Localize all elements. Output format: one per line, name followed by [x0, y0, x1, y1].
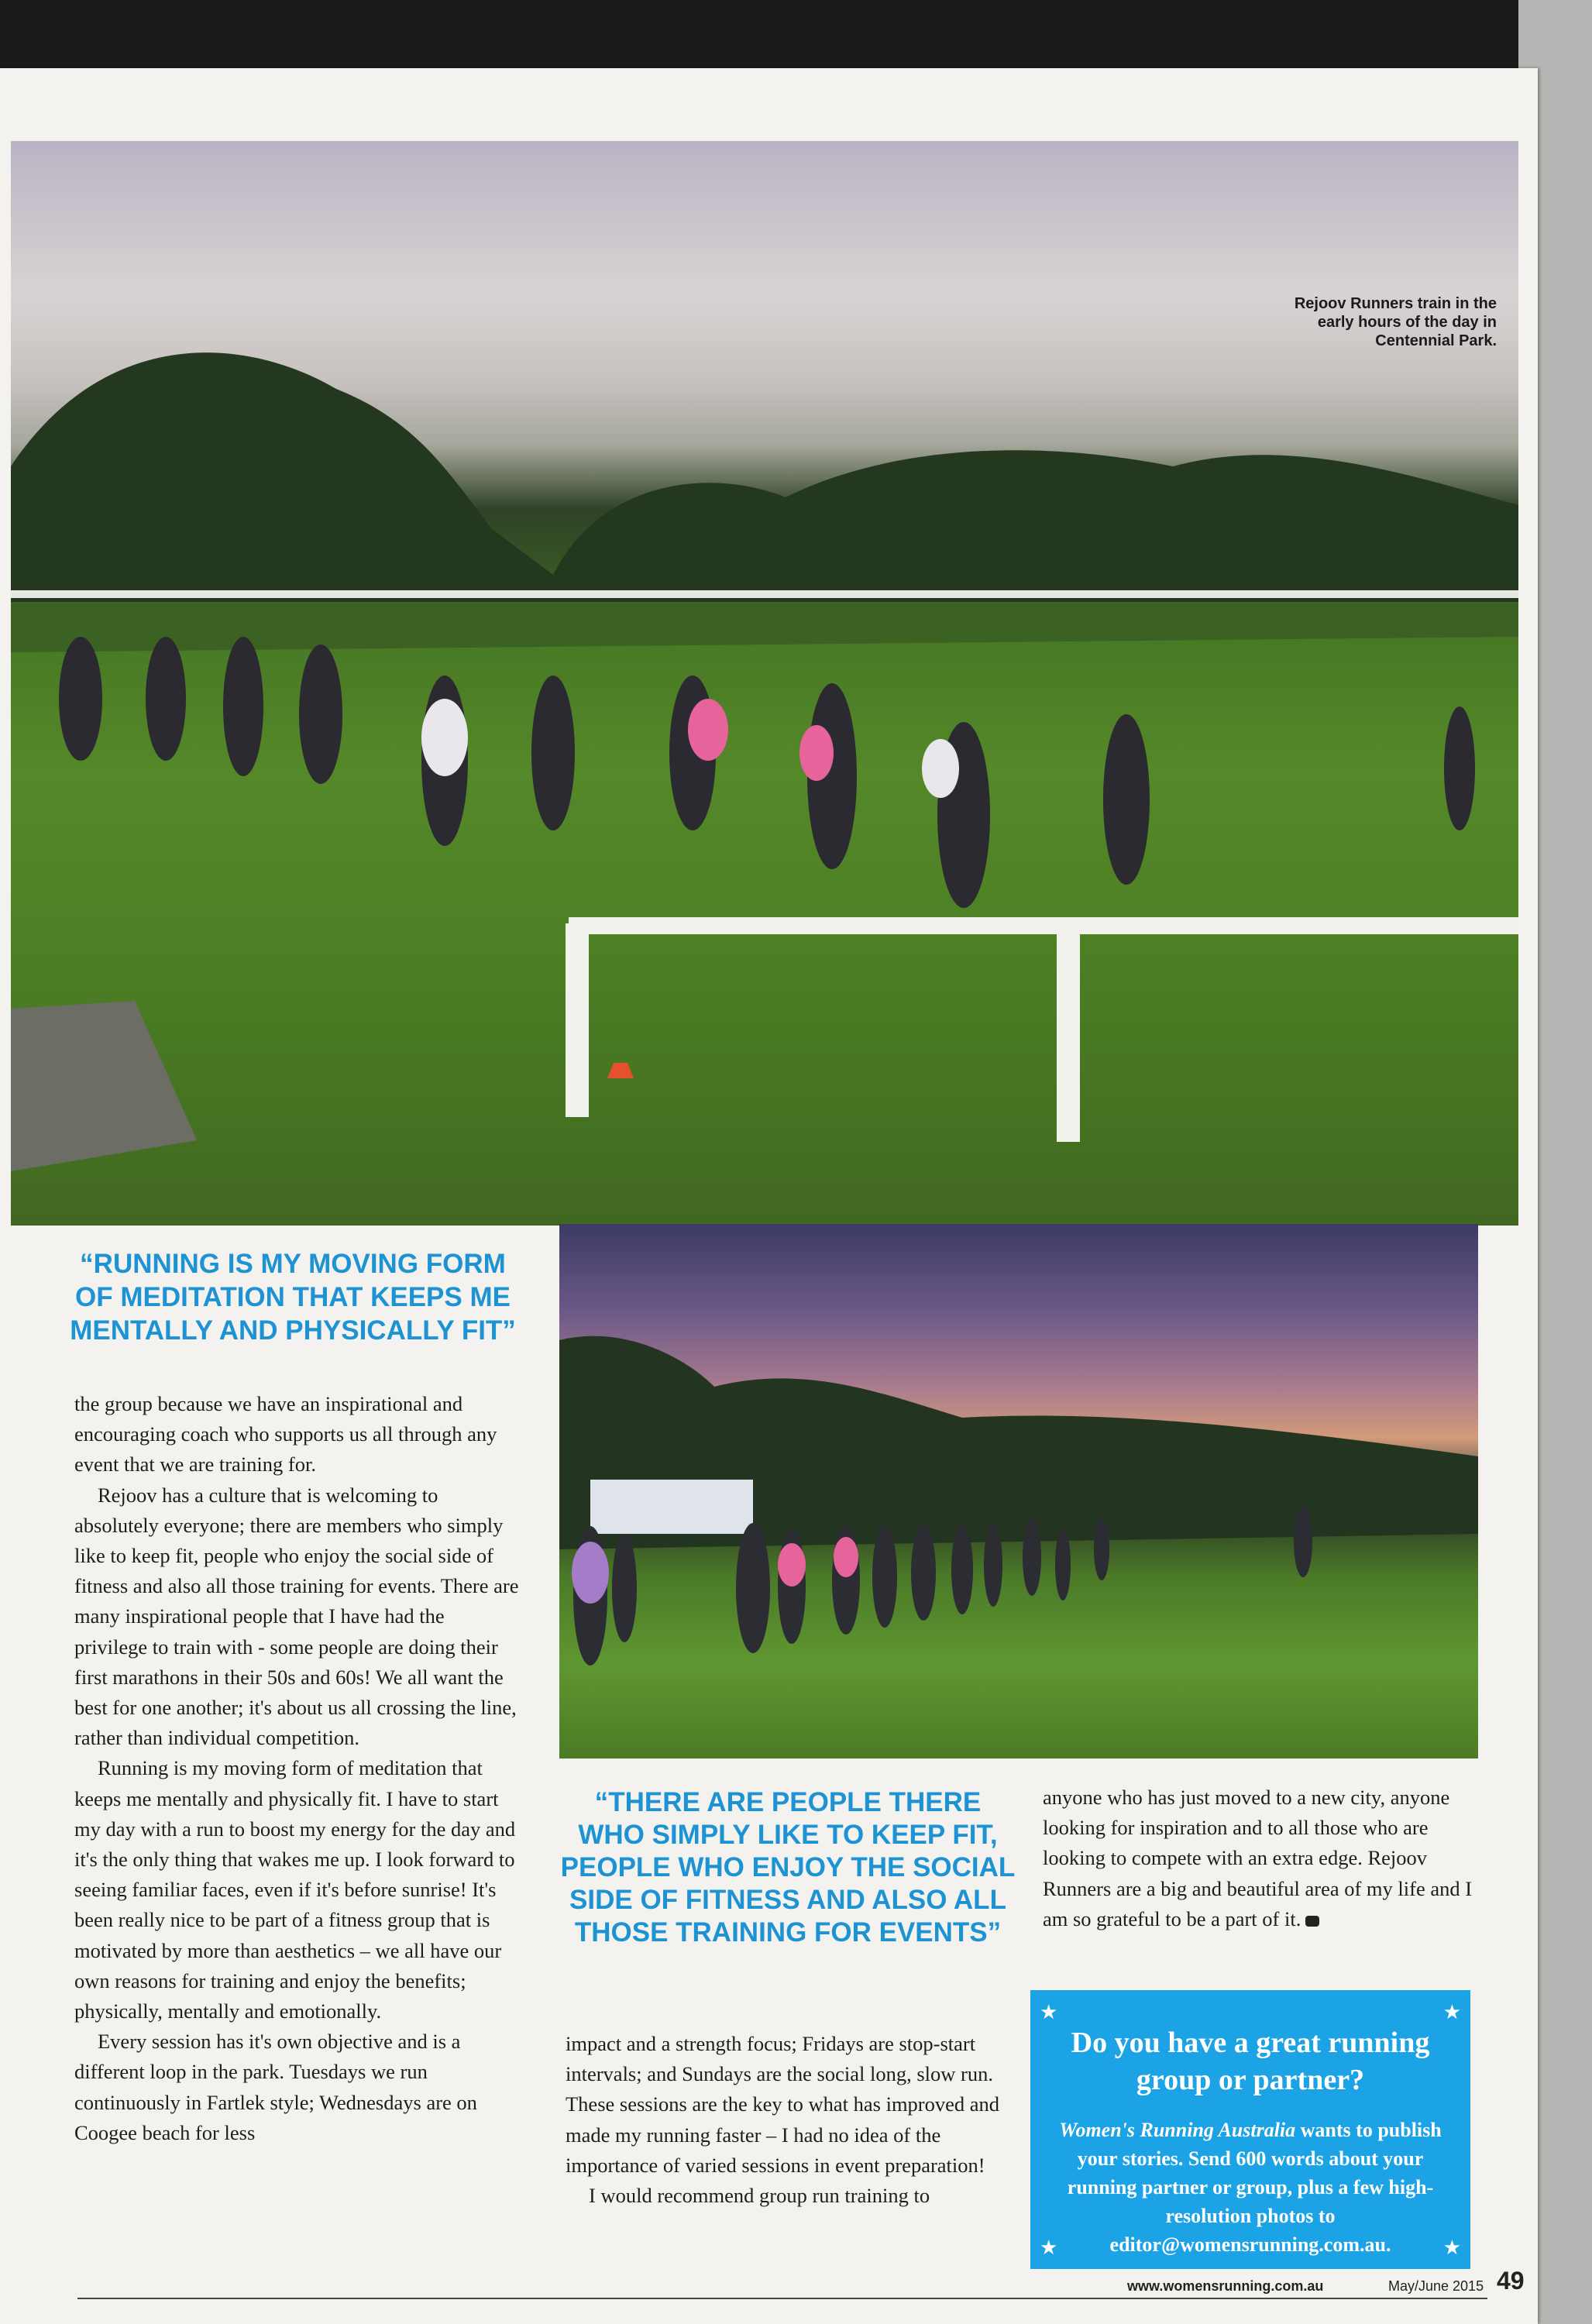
- body-paragraph: Rejoov has a culture that is welcoming to absolutely everyone; there are members who simply like to keep fit, people who enjoy the social side of fitness and also all those training for events. There are many inspirational people that I have had the privilege to train with - some people are doing their first marathons in their 50s and 60s! We all want the best for one another; it's about us all crossing the line, rather than individual competition.: [74, 1483, 519, 1750]
- star-icon: ★: [1442, 2236, 1461, 2260]
- runners-training-photo: [11, 141, 1518, 1226]
- group-sunrise-photo: [559, 1224, 1478, 1758]
- scan-background-top: [0, 0, 1518, 70]
- body-paragraph: Running is my moving form of meditation that keeps me mentally and physically fit. I have to start my day with a run to boost my energy for the day and it's the only thing that wakes me up. I look forward to seeing familiar faces, even if it's before sunrise! It's been really nice to be part of a fitness group that is motivated by more than aesthetics – we all have our own reasons for training and enjoy the benefits; physically, mentally and emotionally.: [74, 1756, 516, 2023]
- star-icon: ★: [1040, 2001, 1058, 2024]
- footer-issue: May/June 2015: [1388, 2278, 1484, 2294]
- body-paragraph: impact and a strength focus; Fridays are stop-start intervals; and Sundays are the social long, slow run. These sessions are the key to what has improved and made my running faster – I had no idea of the importance of varied sessions in event preparation!: [566, 2032, 1000, 2177]
- photo-caption: Rejoov Runners train in the early hours of the day in Centennial Park.: [1294, 295, 1497, 349]
- pull-quote-social: “THERE ARE PEOPLE THERE WHO SIMPLY LIKE TO KEEP FIT, PEOPLE WHO ENJOY THE SOCIAL SIDE OF FITNESS AND ALSO ALL THOSE TRAINING FOR EVENTS”: [560, 1787, 1016, 1948]
- body-paragraph: Every session has it's own objective and is a different loop in the park. Tuesdays we run continuously in Fartlek style; Wednesdays are on Coogee beach for less: [74, 2030, 477, 2144]
- body-paragraph: I would recommend group run training to: [589, 2184, 930, 2208]
- submission-promo-box: [1030, 1990, 1470, 2269]
- publication-name: Women's Running Australia: [1059, 2119, 1296, 2141]
- pull-quote-meditation: “RUNNING IS MY MOVING FORM OF MEDITATION THAT KEEPS ME MENTALLY AND PHYSICALLY FIT”: [70, 1249, 516, 1346]
- article-end-icon: [1305, 1916, 1319, 1927]
- promo-instructions: wants to publish your stories. Send 600 words about your running partner or group, plus a few high-resolution photos to editor@womensrunning.com.au.: [1067, 2119, 1442, 2256]
- promo-body: [1049, 2116, 1452, 2259]
- magazine-page: [0, 68, 1538, 2324]
- body-column-2: [566, 2029, 1015, 2211]
- star-icon: ★: [1442, 2001, 1461, 2024]
- page-number: 49: [1497, 2267, 1525, 2295]
- group-photo-illustration: [559, 1224, 1478, 1758]
- star-icon: ★: [1040, 2236, 1058, 2260]
- footer-rule: [77, 2298, 1487, 2299]
- body-column-1: [74, 1389, 521, 2148]
- body-paragraph: the group because we have an inspirational and encouraging coach who supports us all through any event that we are training for.: [74, 1392, 497, 1477]
- promo-title: Do you have a great running group or partner?: [1071, 2027, 1430, 2096]
- body-column-3: [1043, 1783, 1477, 1934]
- closing-text: anyone who has just moved to a new city, anyone looking for inspiration and to all those who are looking to compete with an extra edge. Rejoov Runners are a big and beautiful area of my life and I am so grateful to be a part of it.: [1043, 1786, 1473, 1930]
- footer-url: www.womensrunning.com.au: [1127, 2278, 1324, 2294]
- body-paragraph: [1043, 1783, 1477, 1934]
